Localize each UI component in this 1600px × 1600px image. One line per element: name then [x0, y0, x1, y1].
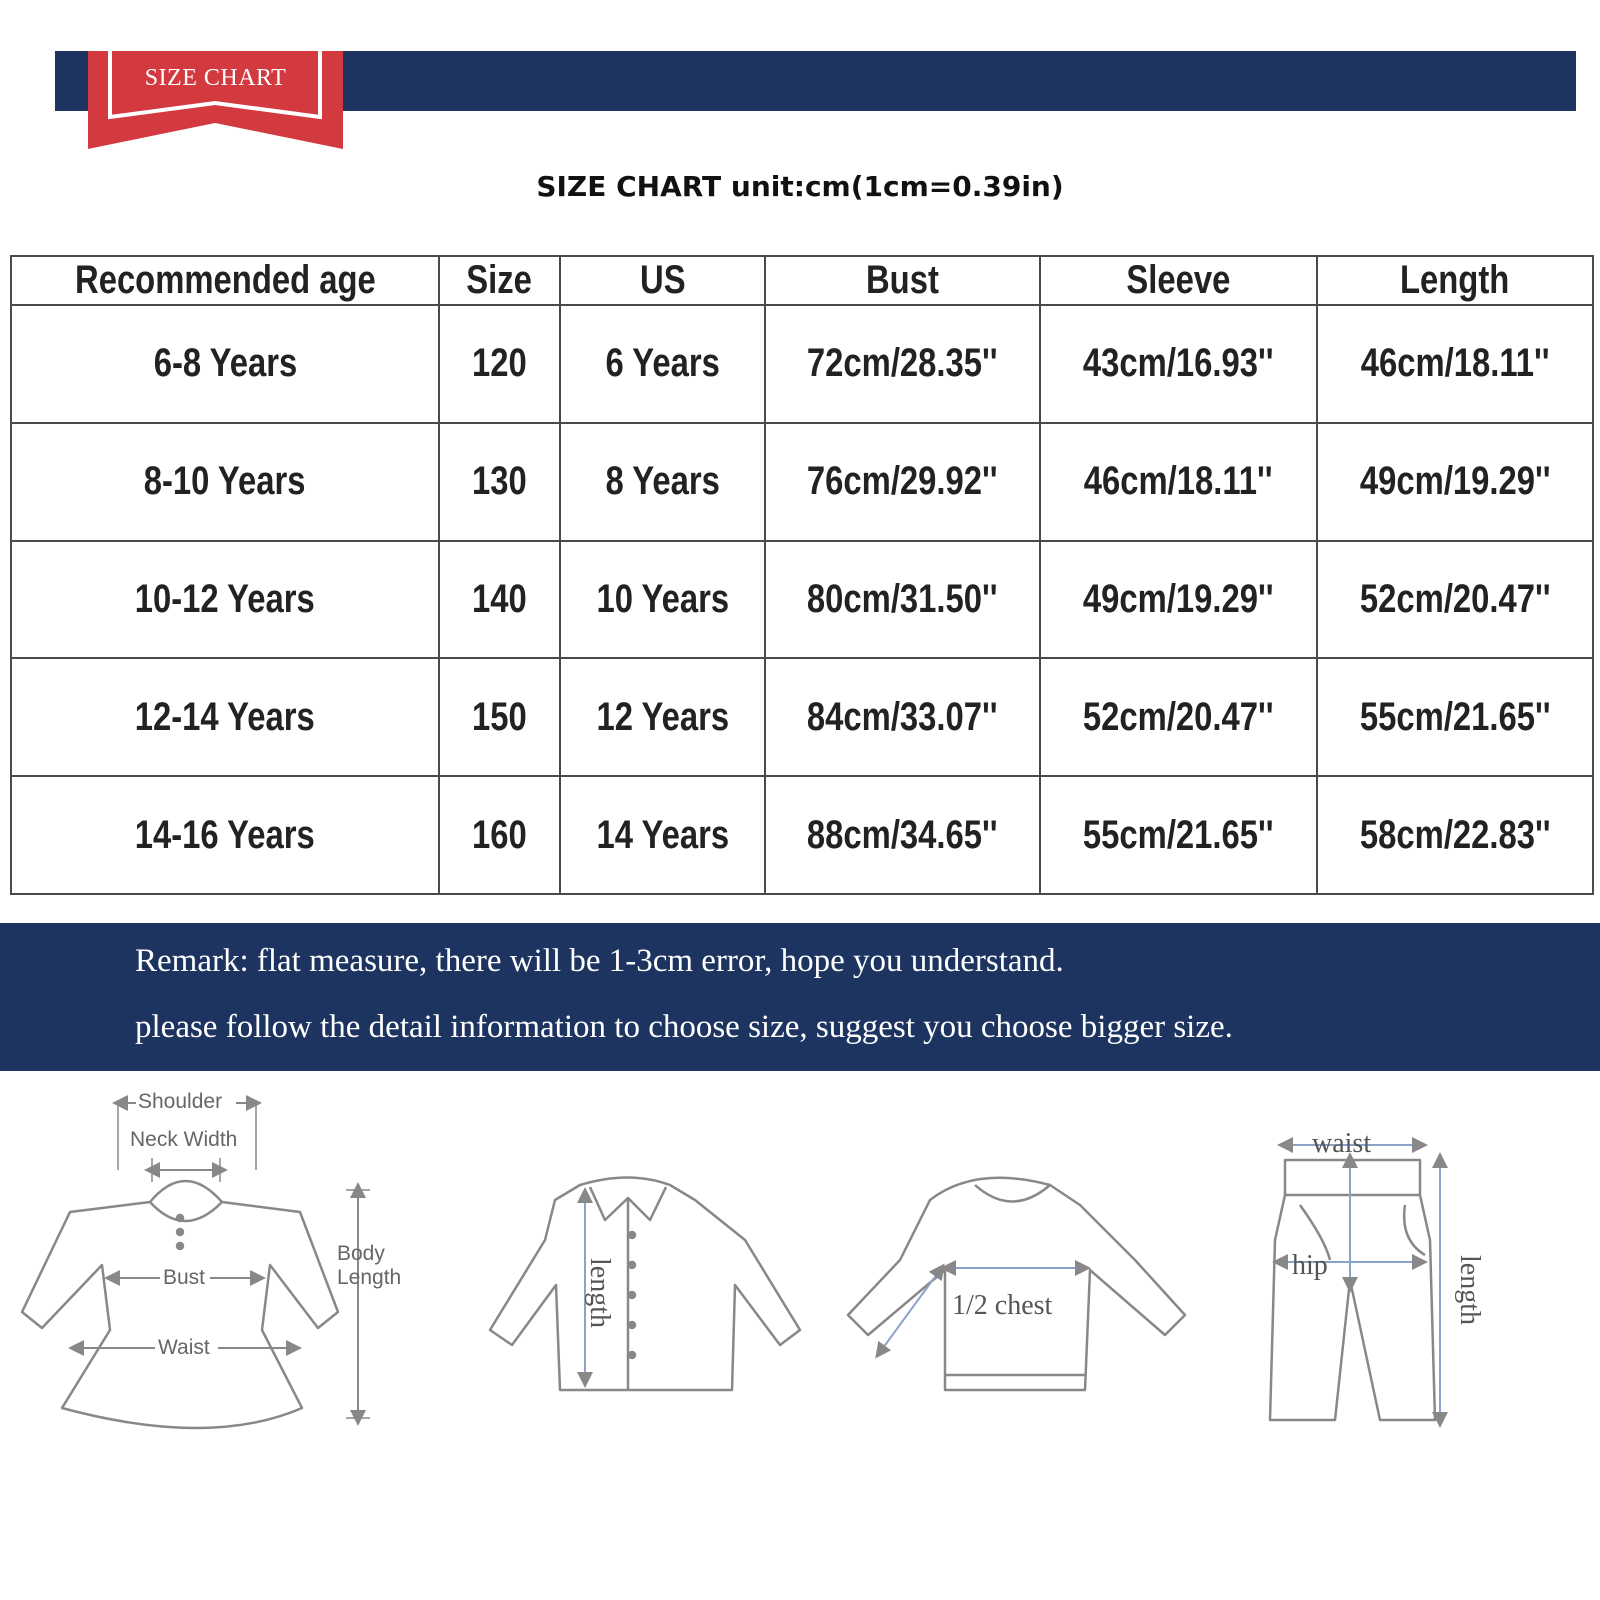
chart-title: SIZE CHART unit:cm(1cm=0.39in) — [536, 170, 1064, 203]
cell-age: 14-16 Years — [11, 776, 439, 894]
header-size: Size — [439, 256, 560, 305]
table-row — [11, 658, 1593, 776]
pants-length-label: length — [1454, 1255, 1485, 1325]
header-sleeve: Sleeve — [1040, 256, 1317, 305]
cell-us: 12 Years — [560, 658, 765, 776]
cell-age: 8-10 Years — [11, 423, 439, 541]
cell-size: 150 — [439, 658, 560, 776]
table-row — [11, 305, 1593, 423]
header-us: US — [560, 256, 765, 305]
table-row — [11, 776, 1593, 894]
cell-sleeve: 43cm/16.93'' — [1040, 305, 1317, 423]
dress-neck-width-label: Neck Width — [130, 1128, 238, 1151]
pants-hip-label: hip — [1292, 1250, 1328, 1281]
header-bust: Bust — [765, 256, 1040, 305]
cell-age: 6-8 Years — [11, 305, 439, 423]
cell-bust: 80cm/31.50'' — [765, 541, 1040, 659]
shirt-diagram — [490, 1178, 800, 1391]
cell-sleeve: 55cm/21.65'' — [1040, 776, 1317, 894]
size-chart-ribbon — [88, 51, 343, 151]
cell-bust: 84cm/33.07'' — [765, 658, 1040, 776]
cell-length: 52cm/20.47'' — [1317, 541, 1593, 659]
sweater-diagram — [848, 1178, 1185, 1390]
cell-us: 6 Years — [560, 305, 765, 423]
cell-size: 140 — [439, 541, 560, 659]
dress-bust-label: Bust — [163, 1266, 206, 1289]
dress-shoulder-label: Shoulder — [138, 1090, 223, 1113]
cell-length: 46cm/18.11'' — [1317, 305, 1593, 423]
table-header-row — [11, 256, 1593, 305]
dress-waist-label: Waist — [158, 1336, 210, 1359]
cell-sleeve: 52cm/20.47'' — [1040, 658, 1317, 776]
pants-waist-label: waist — [1312, 1128, 1372, 1159]
cell-bust: 76cm/29.92'' — [765, 423, 1040, 541]
cell-age: 10-12 Years — [11, 541, 439, 659]
header-length: Length — [1317, 256, 1593, 305]
table-row — [11, 423, 1593, 541]
header-recommended-age: Recommended age — [11, 256, 439, 305]
remark-banner — [0, 923, 1600, 1071]
dress-body-length-label-1: Body — [337, 1242, 385, 1265]
cell-length: 49cm/19.29'' — [1317, 423, 1593, 541]
cell-size: 130 — [439, 423, 560, 541]
cell-size: 160 — [439, 776, 560, 894]
cell-sleeve: 49cm/19.29'' — [1040, 541, 1317, 659]
remark-line-2: please follow the detail information to choose size, suggest you choose bigger size. — [135, 1009, 1233, 1045]
ribbon-label: SIZE CHART — [144, 65, 287, 91]
cell-size: 120 — [439, 305, 560, 423]
shirt-length-label: length — [584, 1258, 615, 1328]
cell-age: 12-14 Years — [11, 658, 439, 776]
size-table — [10, 255, 1594, 895]
table-row — [11, 541, 1593, 659]
cell-bust: 72cm/28.35'' — [765, 305, 1040, 423]
cell-length: 55cm/21.65'' — [1317, 658, 1593, 776]
cell-sleeve: 46cm/18.11'' — [1040, 423, 1317, 541]
cell-us: 8 Years — [560, 423, 765, 541]
remark-line-1: Remark: flat measure, there will be 1-3cm error, hope you understand. — [135, 943, 1064, 979]
pants-diagram — [1270, 1145, 1440, 1420]
cell-us: 14 Years — [560, 776, 765, 894]
sweater-chest-label: 1/2 chest — [952, 1290, 1053, 1321]
dress-body-length-label-2: Length — [337, 1266, 402, 1289]
measurement-diagrams — [0, 1090, 1600, 1550]
cell-us: 10 Years — [560, 541, 765, 659]
cell-length: 58cm/22.83'' — [1317, 776, 1593, 894]
cell-bust: 88cm/34.65'' — [765, 776, 1040, 894]
